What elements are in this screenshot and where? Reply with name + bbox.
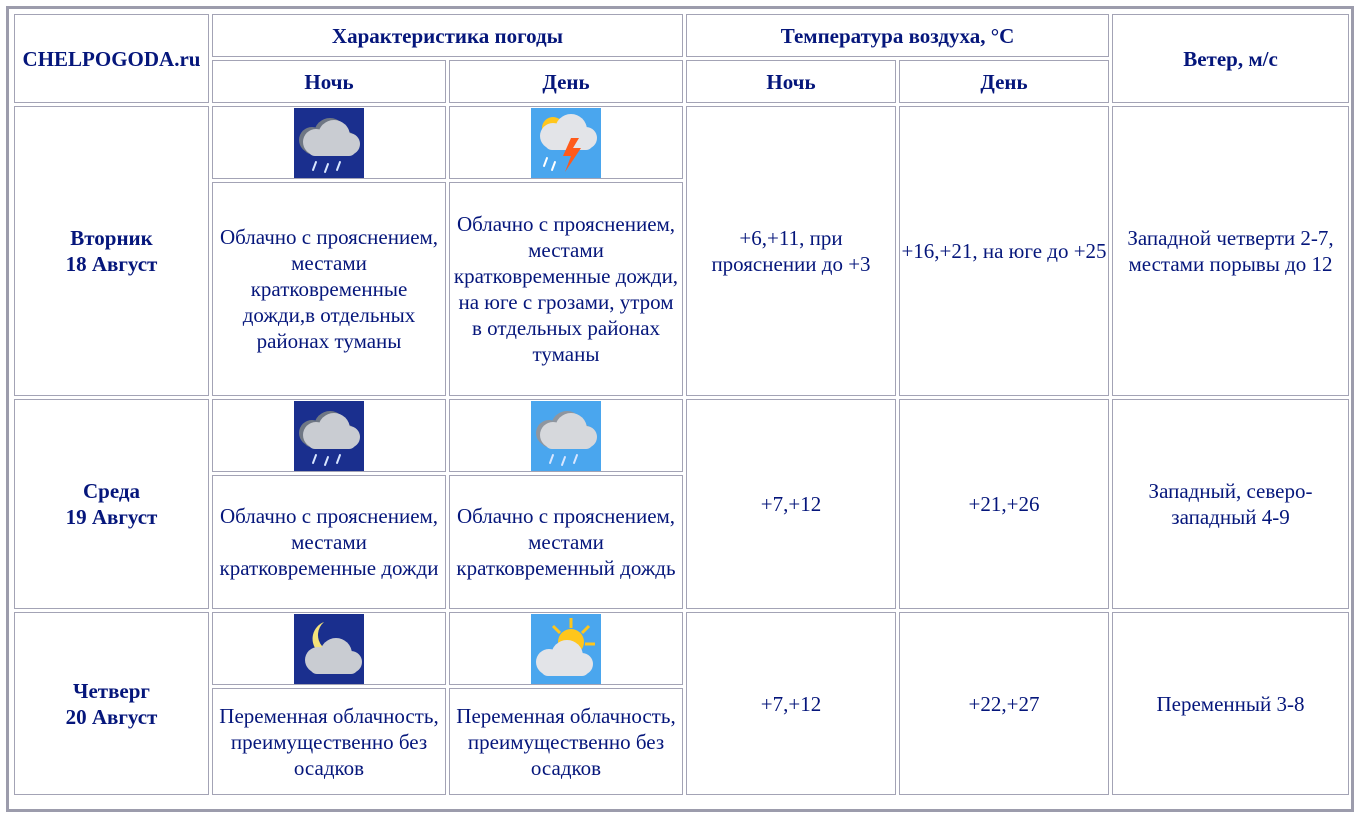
temp-night: +6,+11, при прояснении до +3 [686,106,896,396]
site-brand: CHELPOGODA.ru [14,14,209,103]
weekday: Четверг [73,678,150,703]
weekday: Вторник [70,226,153,250]
subheader-temp-night: Ночь [686,60,896,103]
temp-day: +21,+26 [899,399,1109,609]
date: 18 Август [65,252,158,276]
weekday: Среда [82,479,140,503]
header-temperature: Температура воздуха, °С [686,14,1109,57]
temp-night: +7,+12 [686,612,896,795]
header-wind: Ветер, м/с [1112,14,1349,103]
day-description: Переменная облачность, преимущественно без осадков [449,688,683,795]
cloud-rain-night-icon [294,108,364,178]
cloud-rain-night-icon [294,401,364,471]
moon-cloud-icon [294,614,364,684]
day-icon-cell [449,106,683,179]
cloud-rain-day-icon [531,401,601,471]
thunderstorm-sun-icon [531,108,601,178]
day-label-1 [14,106,209,396]
forecast-table [11,11,1352,798]
day-label-2 [14,399,209,609]
subheader-temp-day: День [899,60,1109,103]
header-weather: Характеристика погоды [212,14,683,57]
wind: Западный, северо-западный 4-9 [1112,399,1349,609]
forecast-frame [6,6,1354,812]
day-description: Облачно с прояснением, местами кратковременные дожди, на юге с грозами, утром в отдельных районах туманы [449,182,683,396]
night-description: Переменная облачность, преимущественно без осадков [212,688,446,795]
night-description: Облачно с прояснением, местами кратковременные дожди [212,475,446,609]
day-icon-cell [449,612,683,685]
sun-cloud-icon [531,614,601,684]
night-icon-cell [212,106,446,179]
night-icon-cell [212,612,446,685]
night-description: Облачно с прояснением, местами кратковременные дожди,в отдельных районах туманы [212,182,446,396]
day-description: Облачно с прояснением, местами кратковременный дождь [449,475,683,609]
date: 19 Август [65,505,158,529]
temp-day: +16,+21, на юге до +25 [899,106,1109,396]
day-icon-cell [449,399,683,472]
day-label-3 [14,612,209,795]
date: 20 Август [65,704,158,729]
wind: Западной четверти 2-7, местами порывы до 12 [1112,106,1349,396]
subheader-weather-day: День [449,60,683,103]
night-icon-cell [212,399,446,472]
temp-night: +7,+12 [686,399,896,609]
temp-day: +22,+27 [899,612,1109,795]
subheader-weather-night: Ночь [212,60,446,103]
wind: Переменный 3-8 [1112,612,1349,795]
